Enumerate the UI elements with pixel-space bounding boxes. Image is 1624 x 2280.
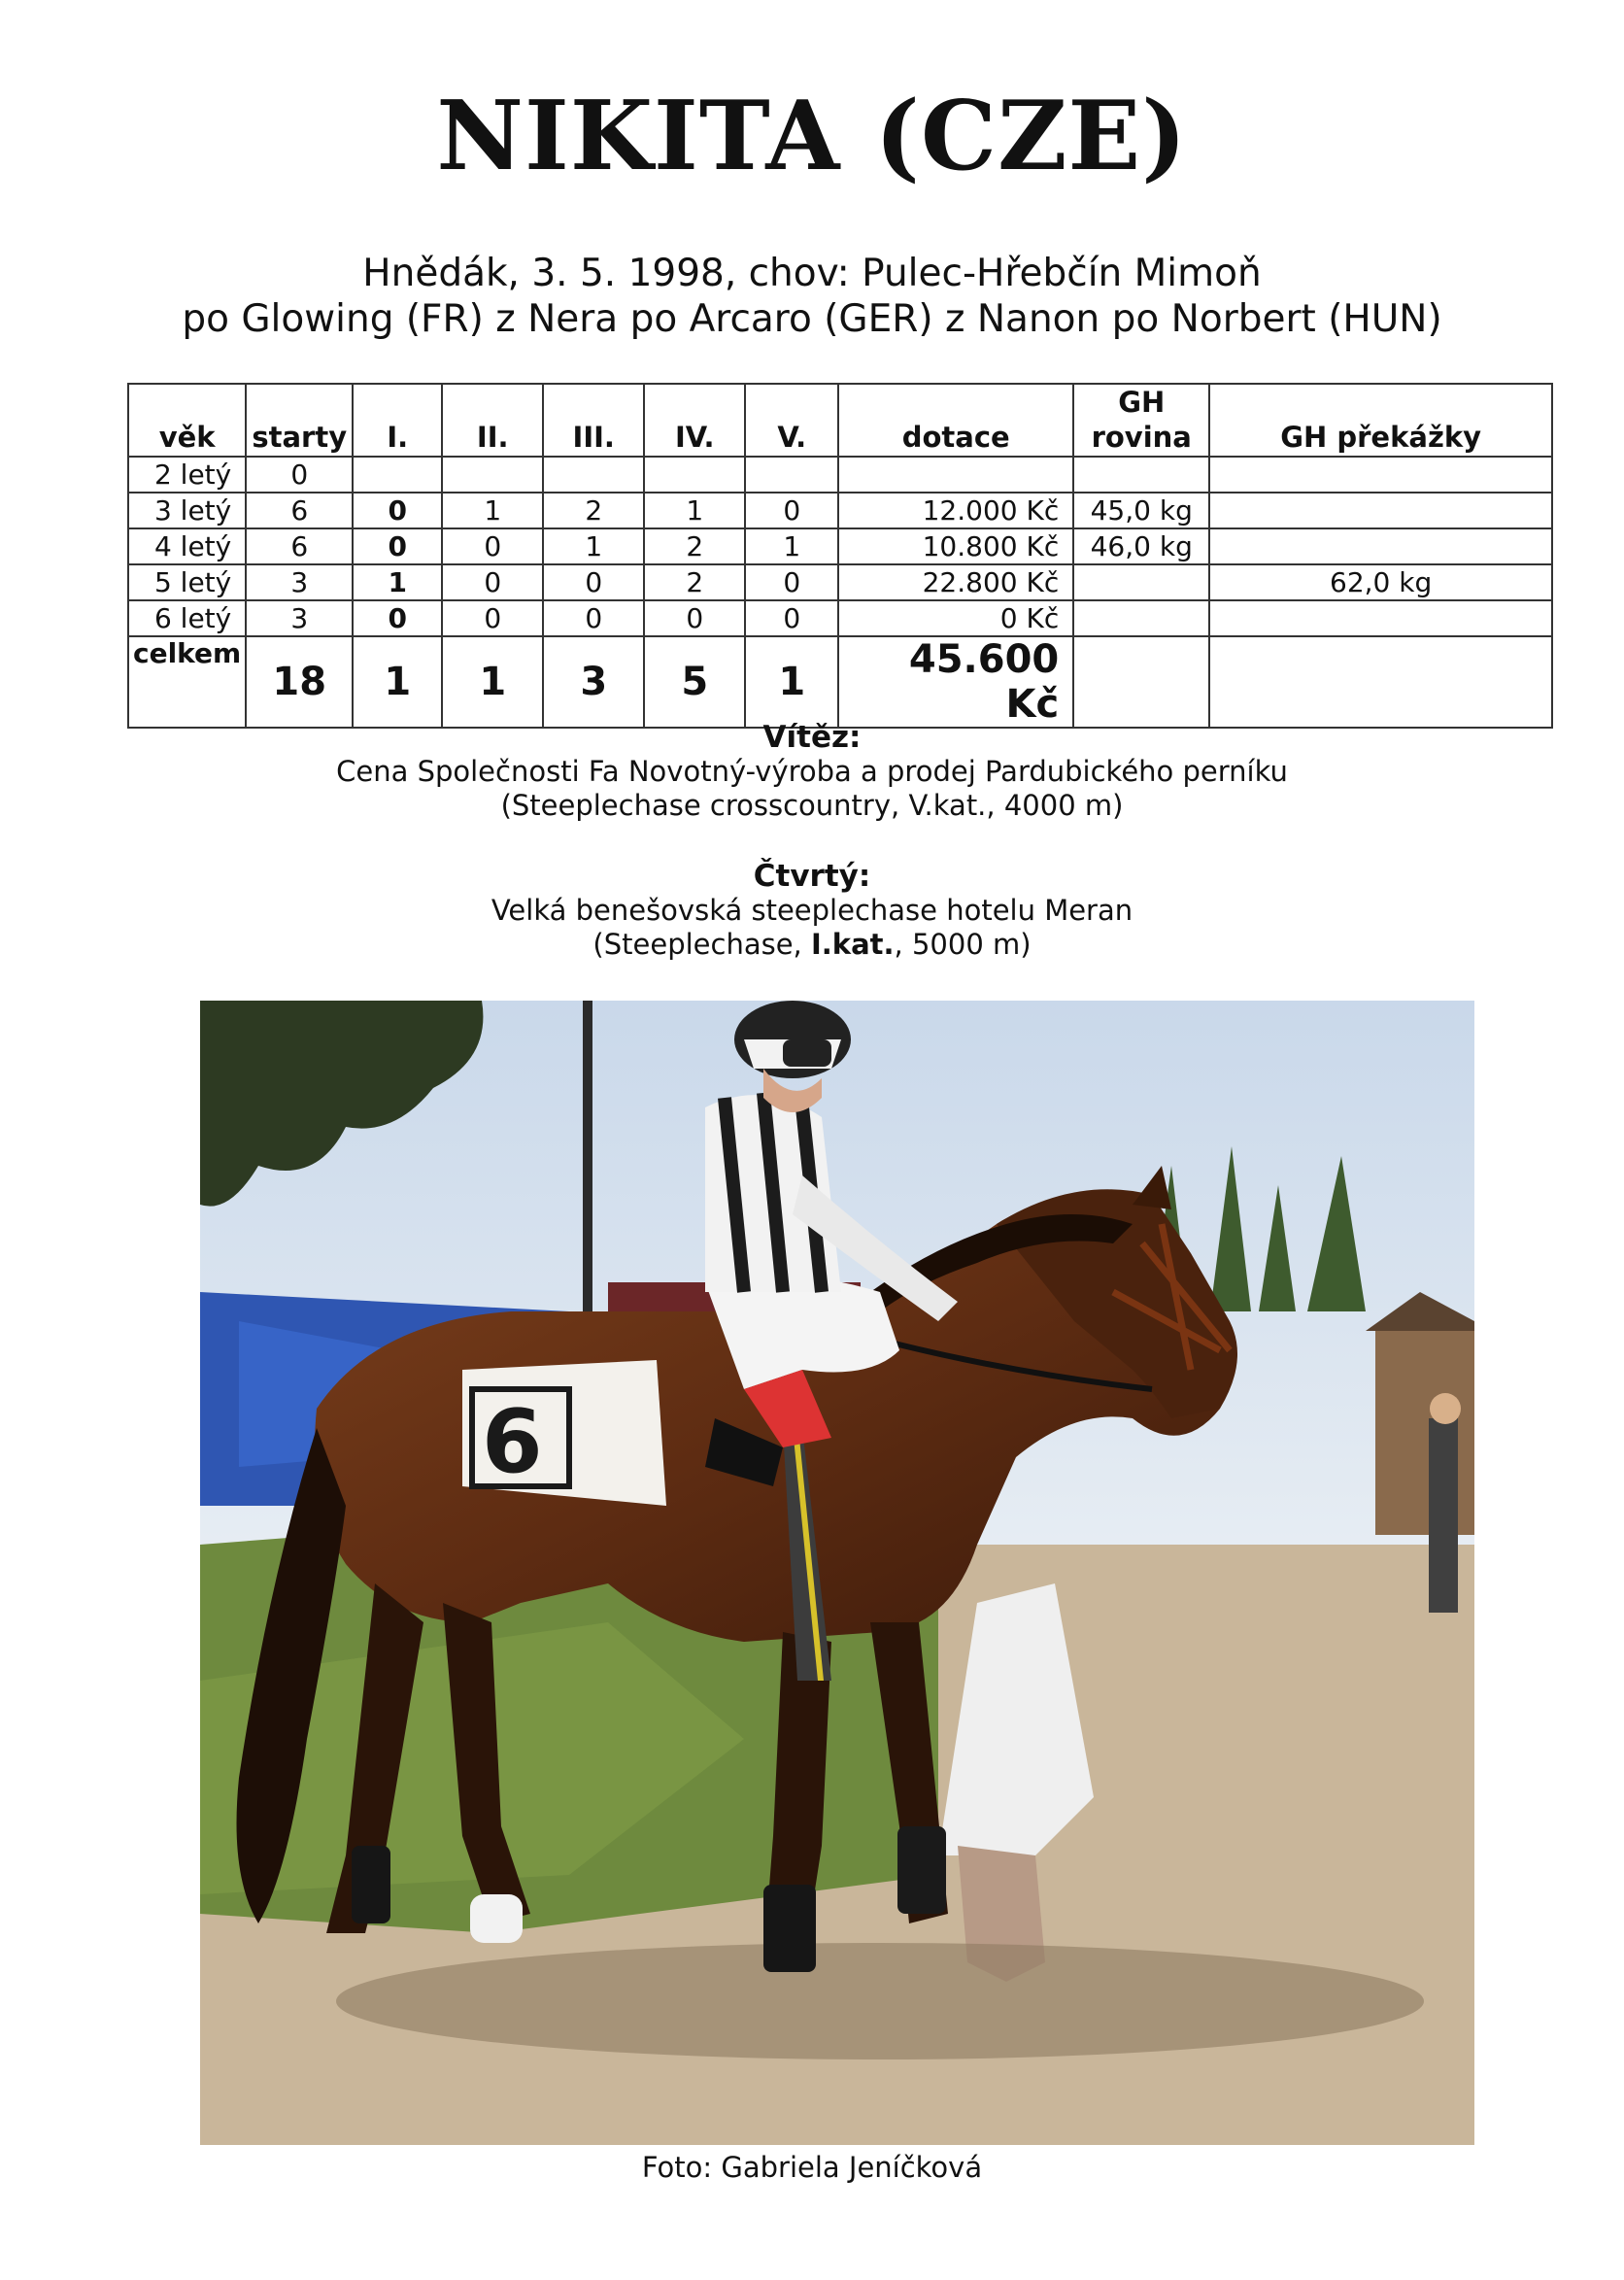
cell-gh-jump bbox=[1209, 457, 1552, 493]
col-fourth: IV. bbox=[644, 384, 745, 457]
cell-gh-flat bbox=[1073, 600, 1209, 636]
cell-starts: 0 bbox=[246, 457, 353, 493]
cell-second bbox=[442, 457, 543, 493]
cell-gh-jump bbox=[1209, 528, 1552, 564]
cell-total-prize: 45.600 Kč bbox=[838, 636, 1073, 728]
winner-race-name: Cena Společnosti Fa Novotný-výroba a prodej Pardubického perníku bbox=[336, 755, 1288, 788]
col-second: II. bbox=[442, 384, 543, 457]
cell-fifth: 1 bbox=[745, 528, 838, 564]
cell-first: 0 bbox=[353, 528, 442, 564]
cell-starts: 6 bbox=[246, 528, 353, 564]
horse-info-line: Hnědák, 3. 5. 1998, chov: Pulec-Hřebčín Mimoň bbox=[362, 252, 1262, 295]
cell-second: 1 bbox=[442, 493, 543, 528]
cell-starts: 3 bbox=[246, 600, 353, 636]
table-row bbox=[128, 600, 1552, 636]
cell-prize: 10.800 Kč bbox=[838, 528, 1073, 564]
cell-gh-flat bbox=[1073, 457, 1209, 493]
winner-race-details: (Steeplechase crosscountry, V.kat., 4000 m) bbox=[500, 789, 1124, 822]
cell-total-fifth: 1 bbox=[745, 636, 838, 728]
cell-third: 0 bbox=[543, 564, 644, 600]
table-row bbox=[128, 564, 1552, 600]
cell-first bbox=[353, 457, 442, 493]
col-gh-jump: GH překážky bbox=[1209, 384, 1552, 457]
cell-age: 3 letý bbox=[128, 493, 246, 528]
col-fifth: V. bbox=[745, 384, 838, 457]
photo-caption: Foto: Gabriela Jeníčková bbox=[641, 2151, 983, 2184]
cell-total-fourth: 5 bbox=[644, 636, 745, 728]
col-first: I. bbox=[353, 384, 442, 457]
cell-third: 2 bbox=[543, 493, 644, 528]
cell-starts: 3 bbox=[246, 564, 353, 600]
cell-total-starts: 18 bbox=[246, 636, 353, 728]
winner-heading: Vítěz: bbox=[762, 720, 862, 755]
horse-photo bbox=[200, 1001, 1474, 2145]
cell-fourth: 2 bbox=[644, 528, 745, 564]
cell-total-second: 1 bbox=[442, 636, 543, 728]
col-prize: dotace bbox=[838, 384, 1073, 457]
cell-fourth: 1 bbox=[644, 493, 745, 528]
cell-second: 0 bbox=[442, 600, 543, 636]
cell-gh-jump bbox=[1209, 493, 1552, 528]
cell-third: 1 bbox=[543, 528, 644, 564]
cell-second: 0 bbox=[442, 564, 543, 600]
winner-section bbox=[0, 721, 1624, 823]
cell-prize: 0 Kč bbox=[838, 600, 1073, 636]
race-record-table bbox=[127, 383, 1553, 729]
cell-gh-jump bbox=[1209, 600, 1552, 636]
table-total-row bbox=[128, 636, 1552, 728]
cell-starts: 6 bbox=[246, 493, 353, 528]
cell-fifth: 0 bbox=[745, 564, 838, 600]
col-age: věk bbox=[128, 384, 246, 457]
table-row bbox=[128, 457, 1552, 493]
cell-fifth: 0 bbox=[745, 600, 838, 636]
fourth-race-details: (Steeplechase, I.kat., 5000 m) bbox=[592, 928, 1032, 961]
fourth-section bbox=[0, 860, 1624, 962]
fourth-race-name: Velká benešovská steeplechase hotelu Meran bbox=[491, 894, 1133, 927]
cell-fourth bbox=[644, 457, 745, 493]
cell-age: 5 letý bbox=[128, 564, 246, 600]
cell-second: 0 bbox=[442, 528, 543, 564]
cell-first: 0 bbox=[353, 493, 442, 528]
cell-age: 6 letý bbox=[128, 600, 246, 636]
cell-fifth bbox=[745, 457, 838, 493]
page-title: NIKITA (CZE) bbox=[436, 81, 1188, 192]
fourth-heading: Čtvrtý: bbox=[753, 859, 871, 894]
cell-prize: 22.800 Kč bbox=[838, 564, 1073, 600]
cell-gh-jump: 62,0 kg bbox=[1209, 564, 1552, 600]
cell-total-empty bbox=[1073, 636, 1209, 728]
col-gh-flat: GH rovina bbox=[1073, 384, 1209, 457]
cell-gh-flat bbox=[1073, 564, 1209, 600]
cell-third: 0 bbox=[543, 600, 644, 636]
cell-prize bbox=[838, 457, 1073, 493]
cell-gh-flat: 45,0 kg bbox=[1073, 493, 1209, 528]
cell-fourth: 2 bbox=[644, 564, 745, 600]
col-starts: starty bbox=[246, 384, 353, 457]
cell-total-label: celkem bbox=[128, 636, 246, 728]
cell-total-third: 3 bbox=[543, 636, 644, 728]
cell-total-empty bbox=[1209, 636, 1552, 728]
cell-total-first: 1 bbox=[353, 636, 442, 728]
cell-fifth: 0 bbox=[745, 493, 838, 528]
cell-gh-flat: 46,0 kg bbox=[1073, 528, 1209, 564]
cell-first: 1 bbox=[353, 564, 442, 600]
table-header-row bbox=[128, 384, 1552, 457]
cell-first: 0 bbox=[353, 600, 442, 636]
pedigree-line: po Glowing (FR) z Nera po Arcaro (GER) z Nanon po Norbert (HUN) bbox=[182, 297, 1442, 341]
cell-prize: 12.000 Kč bbox=[838, 493, 1073, 528]
col-third: III. bbox=[543, 384, 644, 457]
saddle-number: 6 bbox=[482, 1391, 543, 1493]
table-row bbox=[128, 528, 1552, 564]
cell-third bbox=[543, 457, 644, 493]
table-row bbox=[128, 493, 1552, 528]
cell-fourth: 0 bbox=[644, 600, 745, 636]
cell-age: 4 letý bbox=[128, 528, 246, 564]
cell-age: 2 letý bbox=[128, 457, 246, 493]
